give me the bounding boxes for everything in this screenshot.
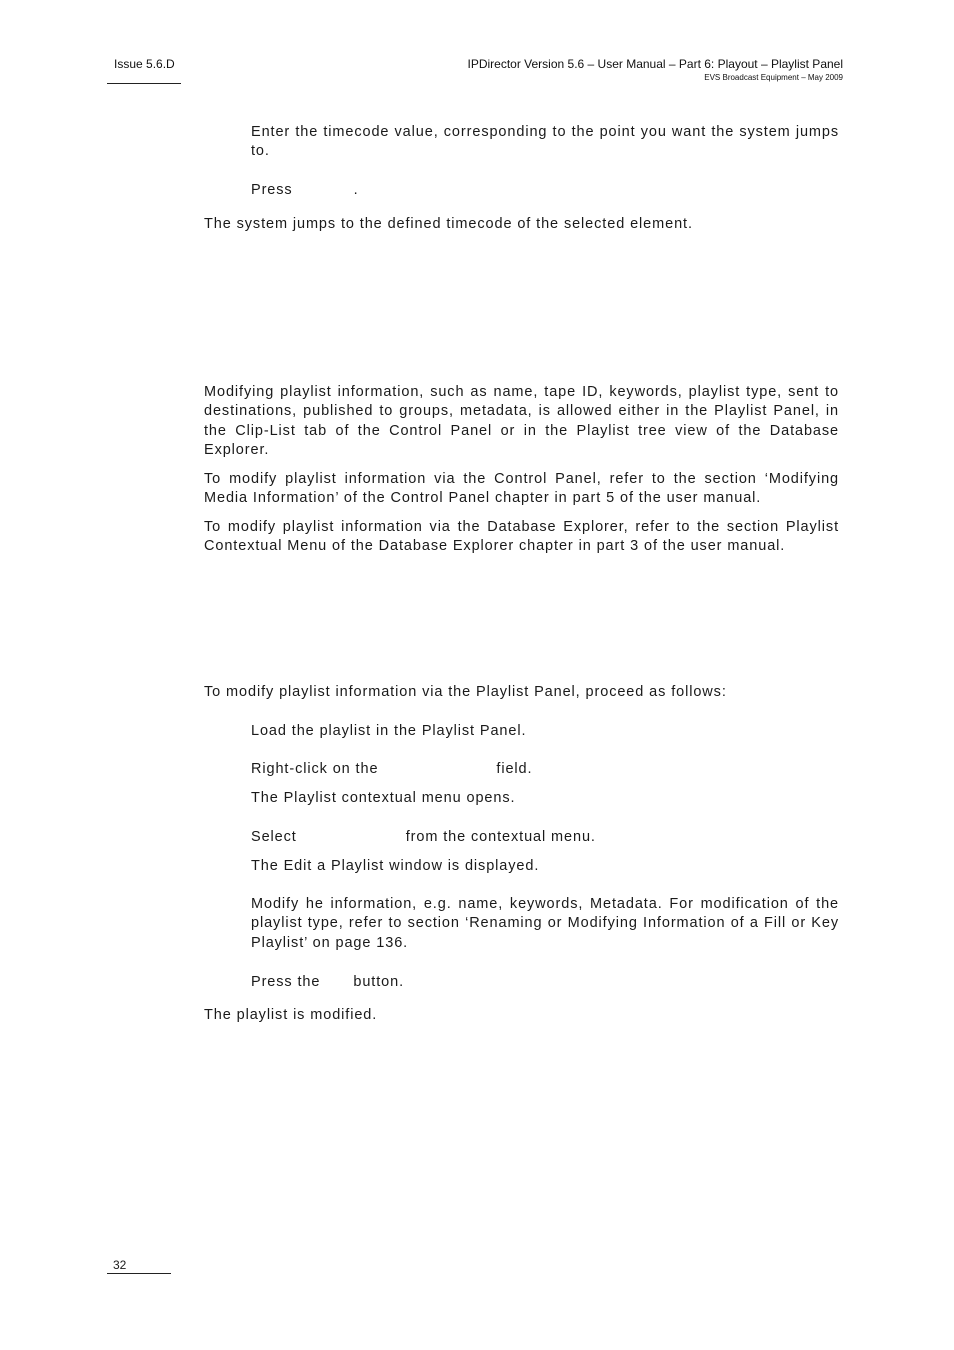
modify-intro-paragraph: Modifying playlist information, such as name, tape ID, keywords, playlist type, sent to destinations, published to groups, metadata, is allowed either in the Playlist Panel, in the Clip-List tab of the Control Panel or in the Playlist tree view of the Database Explorer. [204, 384, 839, 458]
header-subtitle: EVS Broadcast Equipment – May 2009 [704, 73, 843, 82]
procedure-result: The playlist is modified. [204, 1007, 378, 1023]
procedure-step-2 [251, 760, 839, 779]
step-enter-timecode: Enter the timecode value, corresponding to the point you want the system jumps to. [251, 124, 839, 160]
modify-via-database-explorer: To modify playlist information via the Database Explorer, refer to the section Playlist Contextual Menu of the Database Explorer chapter in part 3 of the user manual. [204, 519, 839, 555]
procedure-step-5 [251, 973, 839, 992]
header-title: IPDirector Version 5.6 – User Manual – Part 6: Playout – Playlist Panel [467, 57, 843, 71]
step3-text-b: from the contextual menu. [405, 829, 596, 845]
step2-text-b: field. [496, 761, 533, 777]
step3-text-a: Select [251, 829, 297, 845]
header-issue: Issue 5.6.D [114, 57, 175, 71]
step-press-text: Press [251, 182, 293, 198]
step2-text-a: Right-click on the [251, 761, 379, 777]
procedure-step-1: Load the playlist in the Playlist Panel. [251, 723, 527, 739]
modify-via-control-panel: To modify playlist information via the Control Panel, refer to the section ‘Modifying Media Information’ of the Control Panel chapter in part 5 of the user manual. [204, 471, 839, 507]
procedure-intro: To modify playlist information via the Playlist Panel, proceed as follows: [204, 684, 727, 700]
page-number: 32 [113, 1258, 127, 1272]
goto-result: The system jumps to the defined timecode of the selected element. [204, 216, 693, 232]
page-number-rule [107, 1273, 171, 1274]
step5-text-b: button. [353, 974, 405, 990]
step-press-end: . [353, 182, 359, 198]
procedure-step-3-result: The Edit a Playlist window is displayed. [251, 858, 540, 874]
header-issue-rule [107, 83, 181, 84]
step5-text-a: Press the [251, 974, 321, 990]
procedure-step-3 [251, 828, 839, 847]
procedure-step-4: Modify he information, e.g. name, keywords, Metadata. For modification of the playlist type, refer to section ‘Renaming or Modifying Information of a Fill or Key Playlist’ on page 136. [251, 896, 839, 951]
step-press [251, 181, 839, 200]
procedure-step-2-result: The Playlist contextual menu opens. [251, 790, 516, 806]
